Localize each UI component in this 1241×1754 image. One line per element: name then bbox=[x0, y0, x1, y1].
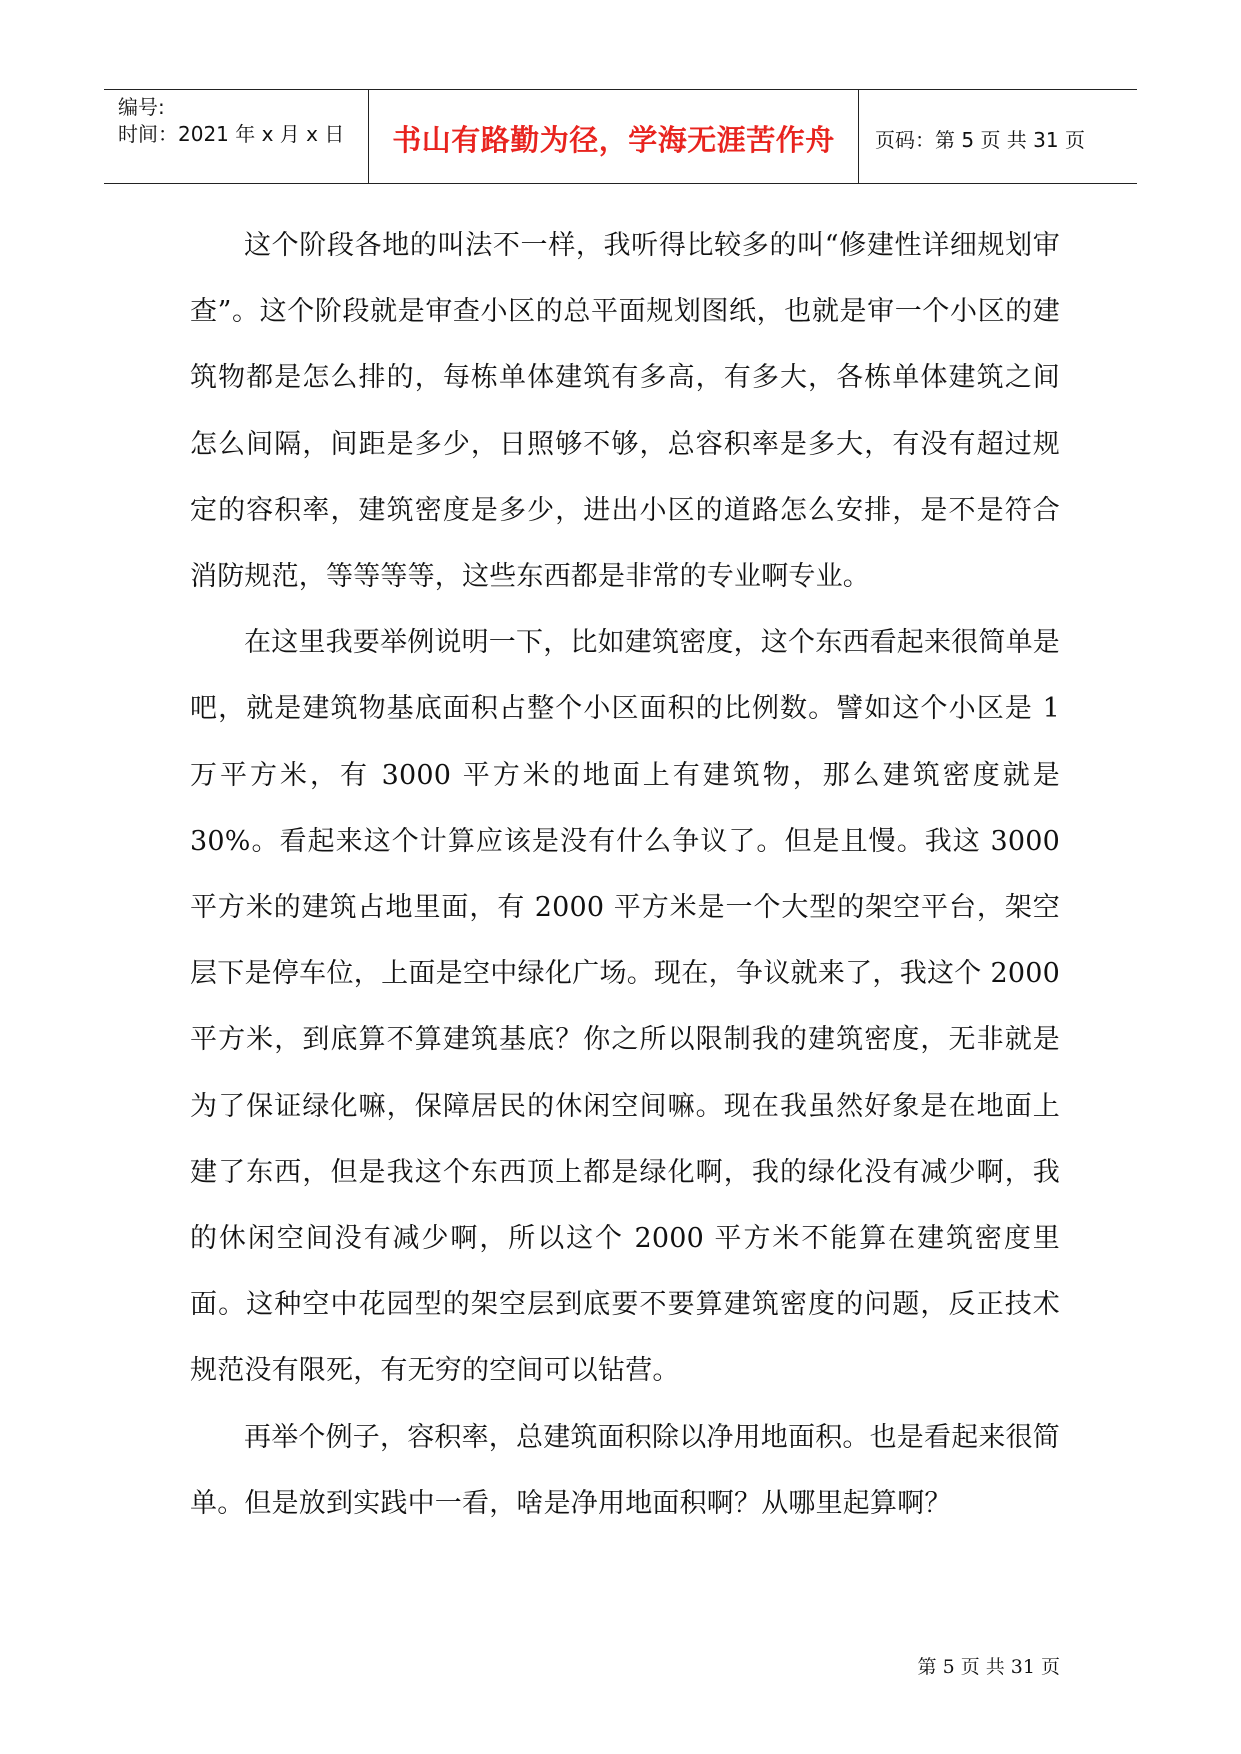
page-header bbox=[104, 89, 1137, 184]
document-body bbox=[190, 213, 1060, 1537]
header-info-cell bbox=[104, 90, 369, 183]
paragraph: 这个阶段各地的叫法不一样，我听得比较多的叫“修建性详细规划审查”。这个阶段就是审查小区的总平面规划图纸，也就是审一个小区的建筑物都是怎么排的，每栋单体建筑有多高，有多大，各栋单体建筑之间怎么间隔，间距是多少，日照够不够，总容积率是多大，有没有超过规定的容积率，建筑密度是多少，进出小区的道路怎么安排，是不是符合消防规范，等等等等，这些东西都是非常的专业啊专业。 bbox=[190, 230, 1060, 593]
paragraph: 在这里我要举例说明一下，比如建筑密度，这个东西看起来很简单是吧，就是建筑物基底面积占整个小区面积的比例数。譬如这个小区是 1 万平方米，有 3000 平方米的地面上有建筑物，那么建筑密度就是 30%。看起来这个计算应该是没有什么争议了。但是且慢。我这 3000 平方米的建筑占地里面，有 2000 平方米是一个大型的架空平台，架空层下是停车位，上面是空中绿化广场。现在，争议就来了，我这个 2000 平方米，到底算不算建筑基底？你之所以限制我的建筑密度，无非就是为了保证绿化嘛，保障居民的休闲空间嘛。现在我虽然好象是在地面上建了东西，但是我这个东西顶上都是绿化啊，我的绿化没有减少啊，我的休闲空间没有减少啊，所以这个 2000 平方米不能算在建筑密度里面。这种空中花园型的架空层到底要不要算建筑密度的问题，反正技术规范没有限死，有无穷的空间可以钻营。 bbox=[190, 627, 1060, 1387]
header-page-cell bbox=[859, 90, 1137, 183]
header-motto: 书山有路勤为径，学海无涯苦作舟 bbox=[392, 123, 835, 157]
document-number-label: 编号: bbox=[118, 95, 165, 119]
header-motto-cell bbox=[369, 90, 859, 183]
document-date-label: 时间：2021 年 x 月 x 日 bbox=[118, 122, 345, 146]
paragraph: 再举个例子，容积率，总建筑面积除以净用地面积。也是看起来很简单。但是放到实践中一看，啥是净用地面积啊？从哪里起算啊？ bbox=[190, 1421, 1060, 1519]
header-page-info: 页码：第 5 页 共 31 页 bbox=[875, 128, 1085, 152]
page-footer: 第 5 页 共 31 页 bbox=[917, 1656, 1060, 1678]
